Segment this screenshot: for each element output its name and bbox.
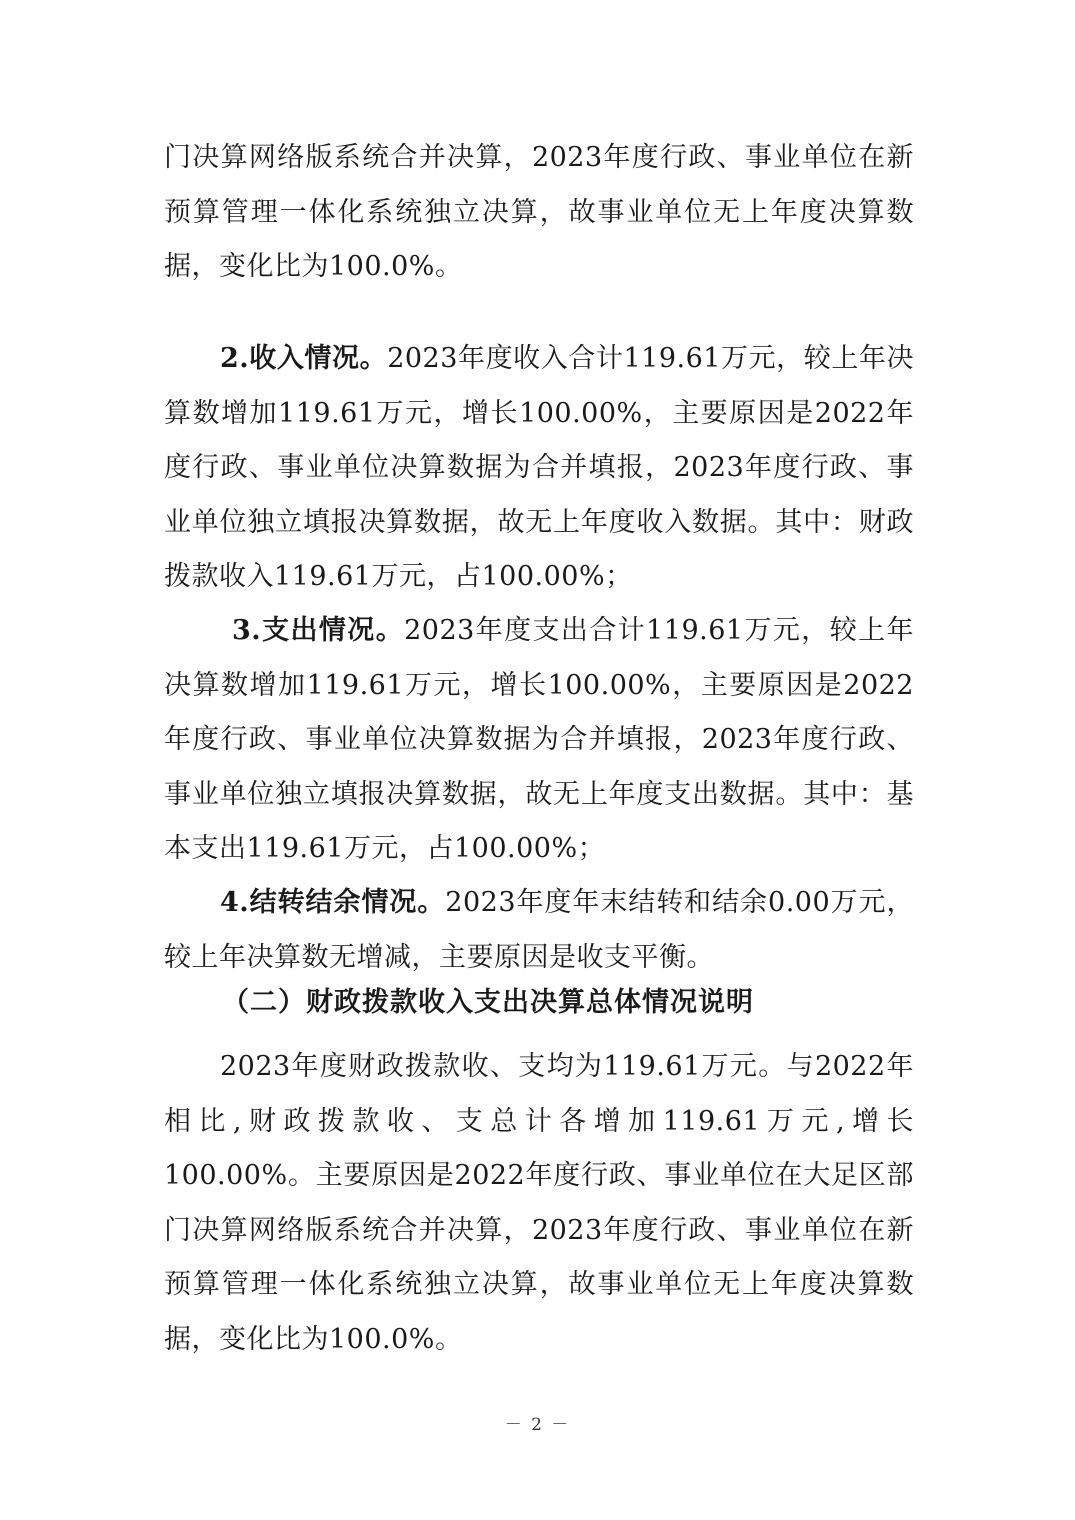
paragraph-carryover: [164, 876, 914, 985]
expenditure-lead: 3.支出情况。: [232, 615, 405, 646]
page-number: － 2 －: [504, 1415, 571, 1435]
paragraph-fiscal: 2023年度财政拨款收、支均为119.61万元。与2022年相比,财政拨款收、支总计各增加119.61万元,增长100.00%。主要原因是2022年度行政、事业单位在大足区部门决算网络版系统合并决算，2023年度行政、事业单位在新预算管理一体化系统独立决算，故事业单位无上年度决算数据，变化比为100.0%。: [164, 1051, 914, 1355]
paragraph-continuation: 门决算网络版系统合并决算，2023年度行政、事业单位在新预算管理一体化系统独立决算，故事业单位无上年度决算数据，变化比为100.0%。: [164, 142, 914, 282]
expenditure-text: 2023年度支出合计119.61万元，较上年决算数增加119.61万元，增长100.00%，主要原因是2022年度行政、事业单位决算数据为合并填报，2023年度行政、事业单位独立填报决算数据，故无上年度支出数据。其中：基本支出119.61万元，占100.00%；: [164, 615, 915, 864]
carryover-lead: 4.结转结余情况。: [220, 887, 446, 918]
section-heading: （二）财政拨款收入支出决算总体情况说明: [222, 987, 754, 1018]
paragraph-income: [164, 332, 914, 605]
carryover-text: 2023年度年末结转和结余0.00万元，较上年决算数无增减，主要原因是收支平衡。: [164, 887, 914, 973]
income-text: 2023年度收入合计119.61万元，较上年决算数增加119.61万元，增长100.00%，主要原因是2022年度行政、事业单位决算数据为合并填报，2023年度行政、事业单位独立填报决算数据，故无上年度收入数据。其中：财政拨款收入119.61万元，占100.00%；: [164, 343, 915, 592]
income-lead: 2.收入情况。: [220, 343, 388, 374]
paragraph-expenditure: [164, 604, 914, 877]
